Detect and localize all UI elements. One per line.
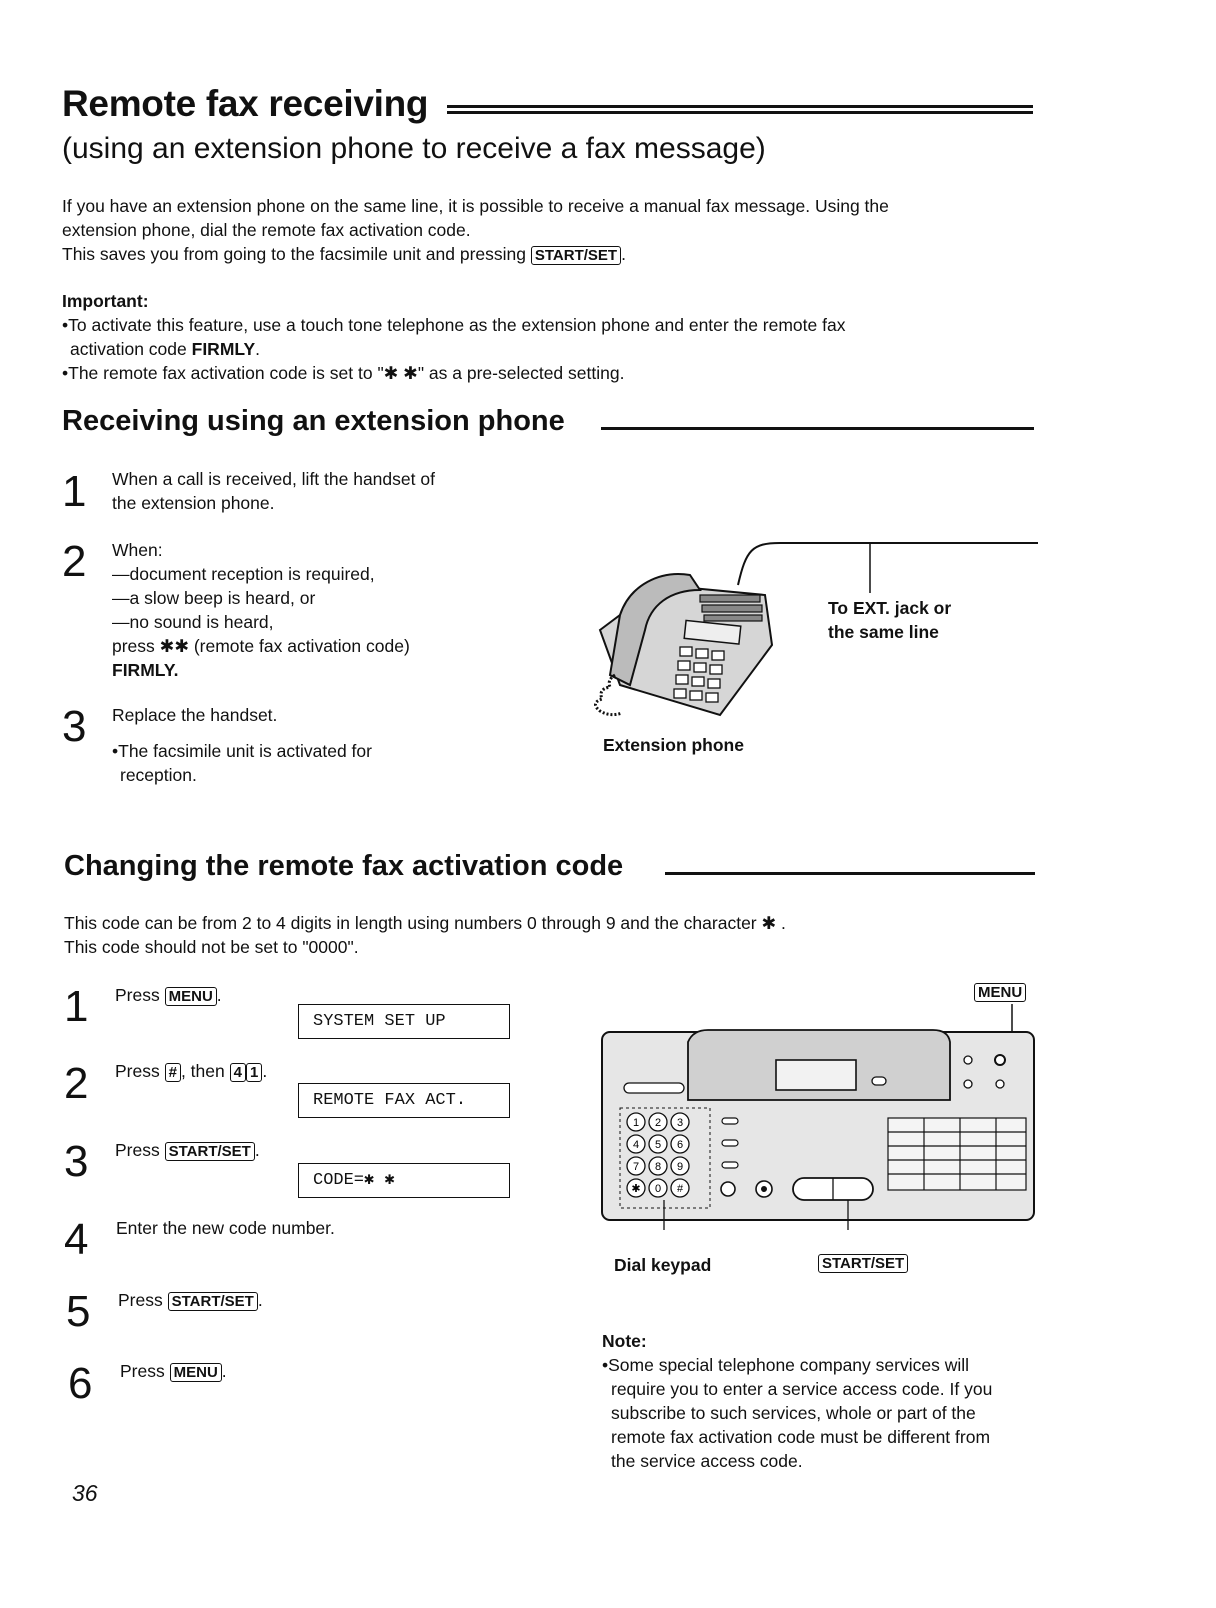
then-label: , then <box>180 1061 225 1081</box>
menu-key: MENU <box>170 1363 222 1382</box>
important-firmly: FIRMLY <box>191 339 256 359</box>
title-rule <box>447 105 1033 114</box>
s1-step-3-sub: reception. <box>120 765 197 785</box>
s2-step-3-number: 3 <box>64 1137 89 1186</box>
keypad-key: 8 <box>654 1161 662 1173</box>
key-4: 4 <box>230 1063 246 1082</box>
keypad-key: 6 <box>676 1139 684 1151</box>
step-end: . <box>254 1140 260 1160</box>
callout-line-1: To EXT. jack or <box>828 598 952 618</box>
section2-rule <box>665 872 1035 875</box>
press-label: Press <box>120 1361 165 1381</box>
step-end: . <box>216 985 222 1005</box>
note-line: •Some special telephone company services will <box>602 1355 969 1375</box>
extension-phone-label: Extension phone <box>603 735 744 755</box>
section2-intro-line-2: This code should not be set to "0000". <box>64 937 359 957</box>
phone-memory-buttons <box>700 595 762 621</box>
s2-step-6-number: 6 <box>68 1359 93 1408</box>
keypad-key: 1 <box>632 1117 640 1129</box>
s1-step-1-line: the extension phone. <box>112 493 275 513</box>
line-cord <box>738 543 1038 585</box>
keypad-key: ✱ <box>631 1183 641 1195</box>
s1-step-3-line: Replace the handset. <box>112 705 278 725</box>
press-label: Press <box>115 985 160 1005</box>
s1-step-3-sub: •The facsimile unit is activated for <box>112 741 372 761</box>
menu-key: MENU <box>165 987 217 1006</box>
page-number: 36 <box>72 1480 98 1506</box>
page-subtitle: (using an extension phone to receive a fax message) <box>62 132 766 165</box>
start-set-callout-label: START/SET <box>818 1254 908 1273</box>
important-item-1b: activation code <box>70 339 187 359</box>
section2-intro <box>64 911 1064 959</box>
note-line: the service access code. <box>611 1451 803 1471</box>
fax-unit-illustration <box>598 1000 1038 1230</box>
extension-phone-illustration <box>560 535 1040 725</box>
s1-step-1-number: 1 <box>62 467 87 516</box>
important-block <box>62 289 1062 385</box>
step-end: . <box>221 1361 227 1381</box>
s1-step-3-text <box>112 703 372 787</box>
lcd-display-1: SYSTEM SET UP <box>298 1004 510 1039</box>
s2-step-1-text <box>115 983 222 1007</box>
key-1: 1 <box>246 1063 262 1082</box>
keypad-key: 0 <box>654 1183 662 1195</box>
one-touch-buttons <box>888 1118 1026 1190</box>
section2-intro-line-1: This code can be from 2 to 4 digits in length using numbers 0 through 9 and the character ✱ . <box>64 913 786 933</box>
s2-step-6-text <box>120 1359 227 1383</box>
s1-step-2-line: —document reception is required, <box>112 564 375 584</box>
s2-step-5-text <box>118 1288 263 1312</box>
s1-step-2-line: press ✱✱ (remote fax activation code) <box>112 636 410 656</box>
step-end: . <box>257 1290 263 1310</box>
s1-step-2-line: —no sound is heard, <box>112 612 274 632</box>
keypad-key: 9 <box>676 1161 684 1173</box>
section1-heading: Receiving using an extension phone <box>62 405 565 437</box>
keypad-key: 2 <box>654 1117 662 1129</box>
intro-line-3-end: . <box>621 244 626 264</box>
s1-step-2-text <box>112 538 410 682</box>
note-line: remote fax activation code must be different from <box>611 1427 991 1447</box>
intro-line-2: extension phone, dial the remote fax activation code. <box>62 220 471 240</box>
s1-step-1-line: When a call is received, lift the handset of <box>112 469 435 489</box>
s2-step-3-text <box>115 1138 260 1162</box>
lcd-display-3: CODE=✱ ✱ <box>298 1163 510 1198</box>
keypad-key: 4 <box>632 1139 640 1151</box>
start-set-key: START/SET <box>531 246 621 265</box>
lcd-display-2: REMOTE FAX ACT. <box>298 1083 510 1118</box>
note-line: subscribe to such services, whole or part of the <box>611 1403 976 1423</box>
intro-line-3-text: This saves you from going to the facsimile unit and pressing <box>62 244 526 264</box>
start-set-key: START/SET <box>168 1292 258 1311</box>
important-item-2: •The remote fax activation code is set to "✱ ✱" as a pre-selected setting. <box>62 363 625 383</box>
section1-rule <box>601 427 1034 430</box>
important-item-1: •To activate this feature, use a touch tone telephone as the extension phone and enter the remote fax <box>62 315 846 335</box>
press-label: Press <box>115 1061 160 1081</box>
s2-step-2-number: 2 <box>64 1059 89 1108</box>
s1-step-3-number: 3 <box>62 702 87 751</box>
s1-step-1-text <box>112 467 435 515</box>
s1-step-2-number: 2 <box>62 537 87 586</box>
s2-step-4-number: 4 <box>64 1215 89 1264</box>
dial-keypad-label: Dial keypad <box>614 1255 712 1275</box>
start-set-key: START/SET <box>165 1142 255 1161</box>
menu-callout-label: MENU <box>974 983 1026 1002</box>
press-label: Press <box>115 1140 160 1160</box>
section2-heading: Changing the remote fax activation code <box>64 850 624 882</box>
s2-step-1-number: 1 <box>64 982 89 1031</box>
keypad-key: # <box>676 1183 684 1195</box>
s2-step-2-text <box>115 1059 267 1083</box>
note-line: require you to enter a service access code. If you <box>611 1379 993 1399</box>
s1-step-2-line: —a slow beep is heard, or <box>112 588 316 608</box>
important-item-1-cont <box>62 337 1062 361</box>
s1-step-2-firmly: FIRMLY. <box>112 660 179 680</box>
step-end: . <box>262 1061 268 1081</box>
keypad-key: 5 <box>654 1139 662 1151</box>
intro-line-1: If you have an extension phone on the same line, it is possible to receive a manual fax message. Using the <box>62 196 889 216</box>
s2-step-4-text: Enter the new code number. <box>116 1218 335 1238</box>
fax-display <box>776 1060 856 1090</box>
important-heading: Important: <box>62 291 149 311</box>
press-label: Press <box>118 1290 163 1310</box>
ext-jack-callout <box>828 596 951 644</box>
note-block <box>602 1329 1062 1473</box>
important-item-1b-end: . <box>255 339 261 359</box>
keypad-key: 7 <box>632 1161 640 1173</box>
note-heading: Note: <box>602 1331 647 1351</box>
intro-paragraph <box>62 194 1062 266</box>
hash-key: # <box>165 1063 181 1082</box>
intro-line-3 <box>62 242 1062 266</box>
page-title: Remote fax receiving <box>62 83 429 124</box>
s2-step-5-number: 5 <box>66 1287 91 1336</box>
keypad-key: 3 <box>676 1117 684 1129</box>
s1-step-2-line: When: <box>112 540 163 560</box>
callout-line-2: the same line <box>828 622 939 642</box>
